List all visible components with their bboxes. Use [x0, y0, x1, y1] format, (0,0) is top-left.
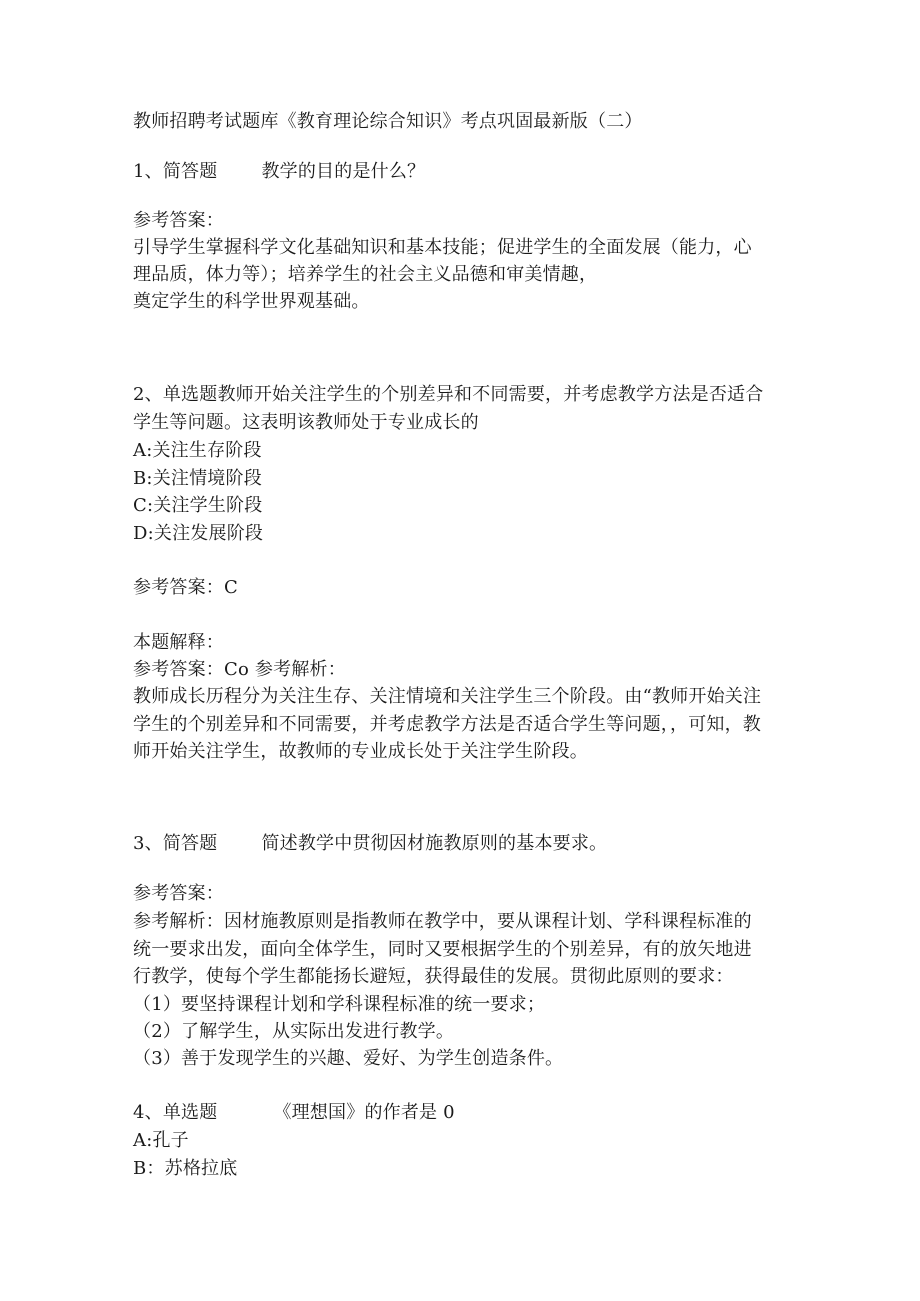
question-3-answer-label: 参考答案： [133, 883, 224, 904]
question-4-option-a: A:孔子 [133, 1130, 189, 1151]
question-3-requirement-3: （3）善于发现学生的兴趣、爱好、为学生创造条件。 [133, 1048, 564, 1069]
question-2-option-c: C:关注学生阶段 [133, 495, 263, 516]
question-1-answer-line: 引导学生掌握科学文化基础知识和基本技能；促进学生的全面发展（能力，心 [133, 237, 752, 258]
question-1-answer-label: 参考答案： [133, 210, 224, 231]
question-2-answer: 参考答案：C [133, 577, 238, 598]
question-2-option-b: B:关注情境阶段 [133, 468, 262, 489]
question-4-number: 4、单选题 [133, 1102, 218, 1123]
question-4-header [133, 1099, 455, 1126]
question-2-explanation-line: 教师成长历程分为关注生存、关注情境和关注学生三个阶段。由“教师开始关注 [133, 686, 762, 707]
question-3-answer-line: 参考解析：因材施教原则是指教师在教学中，要从课程计划、学科课程标准的 [133, 911, 752, 932]
question-3-number: 3、简答题 [133, 833, 218, 854]
question-3-text: 简述教学中贯彻因材施教原则的基本要求。 [261, 833, 608, 854]
question-2-explanation-line: 师开始关注学生，故教师的专业成长处于关注学生阶段。 [133, 741, 588, 762]
question-2-stem-line: 学生等问题。这表明该教师处于专业成长的 [133, 412, 479, 433]
question-2-explanation-line: 学生的个别差异和不同需要，并考虑教学方法是否适合学生等问题，，可知，教 [133, 714, 761, 735]
question-2-explanation-answer: 参考答案：Co 参考解析： [133, 659, 346, 680]
question-3-answer-line: 行教学，使每个学生都能扬长避短，获得最佳的发展。贯彻此原则的要求： [133, 966, 734, 987]
question-4-text: 《理想国》的作者是 0 [273, 1102, 455, 1123]
document-title: 教师招聘考试题库《教育理论综合知识》考点巩固最新版（二） [133, 111, 643, 132]
question-2-stem-line: 2、单选题教师开始关注学生的个别差异和不同需要，并考虑教学方法是否适合 [133, 384, 764, 405]
question-2-explanation-label: 本题解释： [133, 632, 224, 653]
question-3-header [133, 830, 607, 857]
question-2-option-a: A:关注生存阶段 [133, 440, 262, 461]
question-3-requirement-1: （1）要坚持课程计划和学科课程标准的统一要求； [133, 994, 546, 1015]
question-3-requirement-2: （2）了解学生，从实际出发进行教学。 [133, 1021, 455, 1042]
question-1-text: 教学的目的是什么？ [261, 161, 426, 182]
question-1-number: 1、简答题 [133, 161, 218, 182]
question-1-answer-line: 理品质，体力等）；培养学生的社会主义品德和审美情趣， [133, 264, 598, 285]
question-2-option-d: D:关注发展阶段 [133, 523, 264, 544]
question-4-option-b: B：苏格拉底 [133, 1158, 238, 1179]
question-1-header [133, 158, 425, 185]
question-3-answer-line: 统一要求出发，面向全体学生，同时又要根据学生的个别差异，有的放矢地进 [133, 939, 752, 960]
question-1-answer-line: 奠定学生的科学世界观基础。 [133, 291, 370, 312]
